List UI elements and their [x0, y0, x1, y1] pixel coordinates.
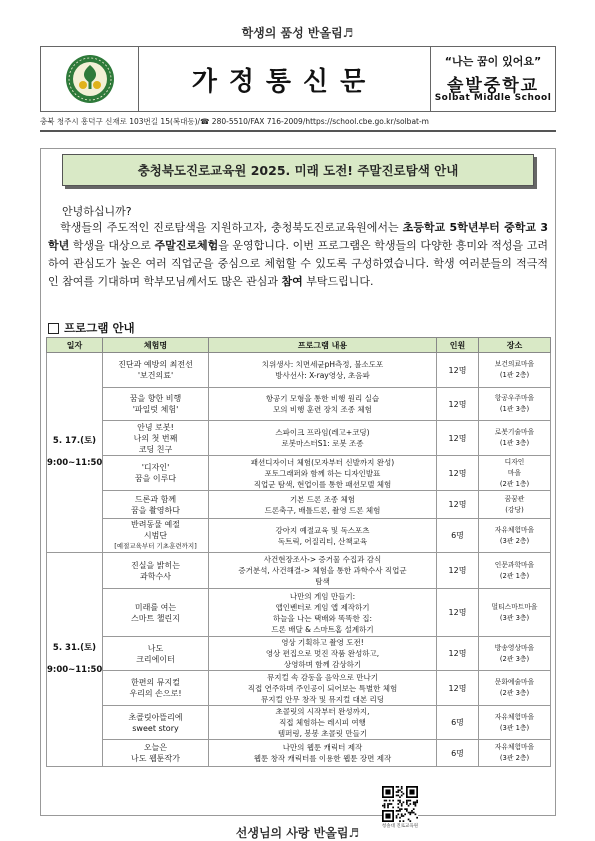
cell-line: 스마트 챌린지: [131, 613, 180, 623]
place-cell: [479, 637, 551, 671]
cell-line: 직접 체험하는 레시피 여행: [279, 718, 366, 727]
cell-line: 상영하며 함께 감상하기: [283, 660, 362, 669]
cell-line: 진실을 밝히는: [131, 560, 180, 570]
header-divider: [40, 130, 556, 132]
cell-line: 나도: [147, 643, 164, 653]
content-cell: [209, 637, 437, 671]
experience-cell: [103, 456, 209, 491]
table-row: [47, 706, 551, 740]
greeting: 안녕하십니까?: [62, 205, 132, 218]
cell-line: 사건현장조사-> 증거물 수집과 감식: [263, 555, 382, 564]
cell-line: '보건의료': [137, 371, 174, 380]
spacer: [47, 447, 102, 458]
place-cell: [479, 491, 551, 519]
content-cell: [209, 388, 437, 421]
cell-line: (1관 2층): [499, 371, 530, 379]
cell-line: 나도 웹툰작가: [131, 754, 180, 763]
cell-line: 나의 첫 번째: [133, 433, 178, 443]
table-row: [47, 740, 551, 767]
place-cell: [479, 589, 551, 637]
experience-cell: [103, 353, 209, 388]
cell-line: (2관 1층): [499, 571, 530, 580]
content-cell: [209, 740, 437, 767]
content-cell: [209, 519, 437, 553]
program-table: [46, 337, 551, 767]
cell-line: 한편의 뮤지컬: [131, 678, 180, 687]
table-header-row: [47, 338, 551, 353]
cell-line: (1관 3층): [499, 439, 530, 447]
cell-line: 영상 기획하고 촬영 도전!: [281, 638, 364, 647]
cell-line: 앱인벤터로 게임 앱 제작하기: [275, 602, 370, 612]
content-cell: [209, 353, 437, 388]
intro-text: 부탁드립니다.: [302, 275, 374, 288]
table-row: [47, 456, 551, 491]
header-content: 프로그램 내용: [209, 338, 437, 353]
cell-line: 직업군 탐색, 현업이를 통한 패션모델 체험: [253, 479, 392, 489]
cell-line: 초콜릿의 시작부터 완성까지,: [275, 707, 370, 716]
experience-cell: [103, 519, 209, 553]
cell-line: 뮤지컬 안무 창작 및 뮤지컬 대본 리딩: [261, 694, 384, 704]
content-cell: [209, 421, 437, 456]
place-cell: [479, 456, 551, 491]
school-english-name: Solbat Middle School: [434, 93, 552, 103]
cell-line: 로봇마스터S1: 로봇 조종: [281, 439, 364, 448]
cell-line: 꿈을 이루다: [134, 474, 177, 483]
cell-line: 나만의 게임 만들기:: [289, 591, 356, 601]
people-cell: 12명: [437, 553, 479, 589]
school-name: 솔발중학교: [446, 76, 540, 96]
people-cell: 12명: [437, 421, 479, 456]
date-cell: [47, 553, 103, 767]
experience-cell: [103, 388, 209, 421]
date-text: 5. 31.(토): [52, 643, 97, 653]
cell-line: (2관 1층): [499, 479, 530, 488]
cell-line: sweet story: [132, 723, 179, 733]
cell-line: 기본 드론 조종 체험: [289, 494, 356, 504]
people-cell: 6명: [437, 519, 479, 553]
cell-line: (2관 3층): [499, 689, 530, 697]
cell-line: 방송영상마을: [494, 643, 535, 652]
bottom-banner: 선생님의 사랑 반올림♬: [235, 826, 360, 840]
table-row: [47, 491, 551, 519]
cell-line: (2관 3층): [499, 654, 530, 663]
cell-line: 안녕 로봇!: [137, 422, 174, 432]
cell-line: 꿈꿈관: [504, 494, 525, 503]
cell-line: 웹툰 창작 캐릭터를 이용한 웹툰 장면 제작: [253, 754, 392, 763]
people-cell: 12명: [437, 388, 479, 421]
cell-line: 템퍼링, 봉봉 초콜릿 만들기: [277, 729, 368, 738]
school-emblem-cell: [41, 47, 139, 111]
content-cell: [209, 456, 437, 491]
school-emblem-icon: [41, 47, 139, 111]
time-text: 9:00~11:50: [47, 458, 103, 468]
cell-line: 코딩 친구: [138, 444, 173, 454]
qr-code-icon[interactable]: [382, 786, 418, 822]
section-title-text: 프로그램 안내: [64, 321, 135, 335]
cell-line: 드론과 함께: [134, 494, 177, 504]
content-cell: [209, 553, 437, 589]
cell-line: 드론 배달 & 스마트홈 설계하기: [271, 624, 374, 634]
intro-text: 을 운영합니다. 이번 프로그램은 학생들의 다양한 흥미와 적성을 고려하여 관심도가 높은 여러 직업군을 중심으로 체험할 수 있도록 구성하였습니다. 학생 여러분들의 적극적인 참여를 기대하며 학부모님께서도 많은 관심과: [48, 239, 548, 288]
cell-line: 디자인: [504, 457, 525, 466]
cell-line: (3관 1층): [499, 723, 530, 732]
cell-line: 하늘을 나는 택배와 똑똑한 집:: [272, 613, 372, 623]
header-people: 인원: [437, 338, 479, 353]
cell-line: 인문과학마을: [494, 560, 535, 569]
cell-line: 자유체험마을: [494, 712, 535, 721]
header-place: 장소: [479, 338, 551, 353]
cell-line: 방사선사: X-ray영상, 초음파: [275, 371, 370, 380]
cell-line: (강당): [505, 505, 524, 514]
intro-paragraph: [48, 219, 548, 291]
cell-line: 시범단: [143, 531, 168, 540]
school-info: [431, 47, 555, 111]
intro-text: 학생들의 주도적인 진로탐색을 지원하고자, 충청북도진로교육원에서는: [60, 221, 403, 234]
people-cell: 12명: [437, 589, 479, 637]
cell-line: 뮤지컬 속 감동을 음악으로 만나기: [267, 672, 378, 682]
notice-title: 충청북도진로교육원 2025. 미래 도전! 주말진로탐색 안내: [62, 154, 534, 186]
place-cell: [479, 553, 551, 589]
table-row: [47, 671, 551, 706]
place-cell: [479, 421, 551, 456]
table-row: [47, 421, 551, 456]
intro-target-grades: 초등학교 5학년부터 중학교 3학년: [48, 221, 548, 252]
experience-cell: [103, 637, 209, 671]
cell-line: 로봇기술마을: [494, 428, 535, 436]
cell-line: 항공기 모형을 통한 비행 원리 실습: [265, 394, 380, 403]
cell-line: 우리의 손으로!: [129, 689, 182, 698]
place-cell: [479, 671, 551, 706]
cell-line: (3관 2층): [499, 536, 530, 545]
people-cell: 12명: [437, 456, 479, 491]
place-cell: [479, 706, 551, 740]
experience-cell: [103, 491, 209, 519]
cell-line: 직접 연주하며 주인공이 되어보는 특별한 체험: [247, 683, 398, 693]
experience-cell: [103, 553, 209, 589]
people-cell: 6명: [437, 706, 479, 740]
cell-line: 과학수사: [140, 571, 171, 581]
place-cell: [479, 388, 551, 421]
cell-line: 모의 비행 훈련 장치 조종 체험: [273, 405, 372, 414]
cell-line: 마을: [507, 468, 522, 477]
experience-cell: [103, 589, 209, 637]
content-cell: [209, 491, 437, 519]
cell-line: 반려동물 예절: [131, 520, 180, 529]
cell-line: '파일럿 체험': [132, 405, 179, 414]
intro-participation: 참여: [281, 275, 303, 288]
cell-line: 크리에이터: [136, 654, 175, 664]
table-row: [47, 637, 551, 671]
cell-line: 꿈을 촬영하다: [131, 505, 180, 515]
cell-line: 자유체험마을: [494, 743, 535, 751]
cell-line: 미래를 여는: [134, 602, 177, 612]
cell-line: 영상 편집으로 멋진 작품 완성하고,: [265, 649, 380, 658]
time-text: 9:00~11:50: [47, 665, 103, 675]
school-motto: “나는 꿈이 있어요”: [444, 55, 542, 68]
people-cell: 12명: [437, 491, 479, 519]
content-cell: [209, 706, 437, 740]
date-cell: [47, 353, 103, 553]
table-body: [47, 353, 551, 767]
table-row: [47, 553, 551, 589]
cell-line: 탐색: [315, 577, 330, 586]
cell-line: 패션디자이너 체험(모자부터 신발까지 완성): [250, 457, 395, 467]
top-banner: 학생의 품성 반올림♬: [241, 26, 354, 40]
experience-cell: [103, 671, 209, 706]
people-cell: 6명: [437, 740, 479, 767]
cell-line: 스파이크 프라임(레고+코딩): [275, 428, 370, 437]
cell-line: (1관 3층): [499, 405, 530, 413]
cell-line: 드론축구, 배틀드론, 촬영 드론 체험: [264, 505, 381, 515]
header-date: 일자: [47, 338, 103, 353]
content-cell: [209, 589, 437, 637]
cell-line: 증거분석, 사건해결-> 체험을 통한 과학수사 직업군: [238, 566, 407, 575]
header-experience: 체험명: [103, 338, 209, 353]
cell-line: 진단과 예방의 최전선: [118, 360, 193, 369]
cell-line: '디자인': [141, 463, 170, 472]
experience-cell: [103, 706, 209, 740]
people-cell: 12명: [437, 671, 479, 706]
experience-cell: [103, 740, 209, 767]
place-cell: [479, 519, 551, 553]
table-row: [47, 353, 551, 388]
content-cell: [209, 671, 437, 706]
experience-cell: [103, 421, 209, 456]
cell-line: 문화예술마을: [494, 678, 535, 686]
qr-label: 청솔대 진로교육원: [381, 824, 419, 829]
cell-line: 항공우주마을: [494, 394, 535, 402]
cell-line: 멀티스마트마을: [491, 602, 538, 611]
cell-line: 오늘은: [143, 743, 168, 752]
cell-line: 보건의료마을: [494, 360, 535, 368]
cell-line: 독트릭, 어질리티, 산책교육: [277, 536, 368, 546]
school-address: 충북 청주시 흥덕구 신재로 103번길 15(복대동)/☎ 280-5510/FAX 716-2009/https://school.cbe.go.kr/solbat-m: [40, 117, 429, 126]
place-cell: [479, 353, 551, 388]
cell-line: 강아지 예절교육 및 독스포츠: [275, 525, 370, 535]
cell-line: (3관 2층): [499, 754, 530, 762]
cell-line: (3관 3층): [499, 613, 530, 622]
cell-line: 나만의 웹툰 캐릭터 제작: [282, 743, 363, 752]
cell-line: [예절교육부터 기초훈련까지]: [114, 542, 197, 550]
cell-line: 초콜릿아뜰리에: [128, 712, 183, 722]
cell-line: 자유체험마을: [494, 525, 535, 534]
people-cell: 12명: [437, 637, 479, 671]
section-title: [48, 320, 135, 336]
cell-line: 포토그래퍼와 함께 하는 디자인발표: [264, 468, 381, 478]
document-title: 가정통신문: [139, 47, 431, 111]
intro-program-name: 주말진로체험: [154, 239, 219, 252]
date-text: 5. 17.(토): [52, 436, 97, 446]
cell-line: 꿈을 향한 비행: [129, 394, 182, 403]
spacer: [47, 654, 102, 665]
letterhead: [40, 46, 556, 112]
intro-text: 학생을 대상으로: [69, 239, 155, 252]
people-cell: 12명: [437, 353, 479, 388]
table-row: [47, 589, 551, 637]
table-row: [47, 519, 551, 553]
table-row: [47, 388, 551, 421]
checkbox-icon: [48, 323, 59, 334]
cell-line: 치위생사: 치면세균pH측정, 불소도포: [261, 360, 384, 369]
place-cell: [479, 740, 551, 767]
